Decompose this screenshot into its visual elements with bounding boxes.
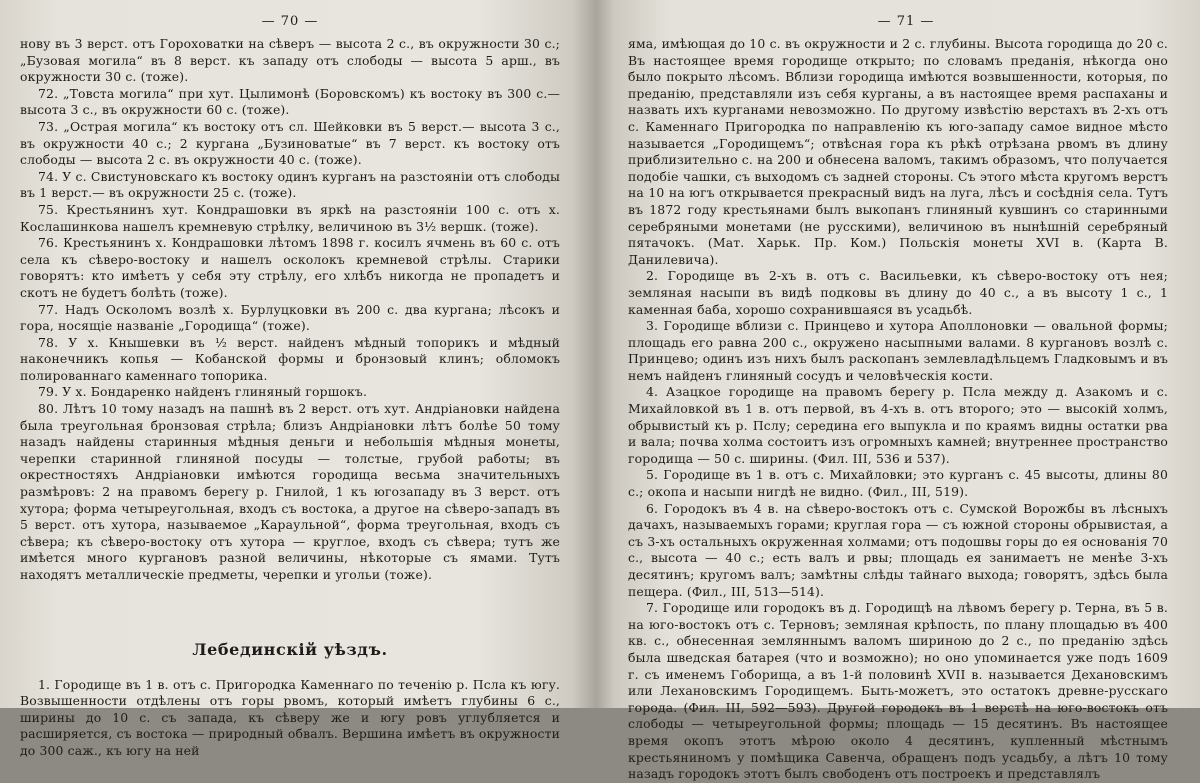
paragraph: 79. У х. Бондаренко найденъ глиняный горшокъ. bbox=[38, 384, 368, 400]
paragraph: 77. Надъ Осколомъ возлѣ х. Бурлуцковки въ 200 с. два кургана; лѣсокъ и гора, носящіе названіе „Городища“ (тоже). bbox=[20, 301, 560, 334]
page-number-right: — 71 — bbox=[877, 14, 935, 29]
paragraph: 78. У х. Кнышевки въ ½ верст. найденъ мѣдный топорикъ и мѣдный наконечникъ копья — Кобанской формы и бронзовый клинъ; обломокъ полированнаго каменнаго топорика. bbox=[20, 334, 560, 383]
paragraph: 6. Городокъ въ 4 в. на сѣверо-востокъ отъ с. Сумской Ворожбы въ лѣсныхъ дачахъ, называемыхъ горами; круглая гора — съ южной стороны обрывистая, а съ 3-хъ остальныхъ окруженная холмами; отъ подошвы горы до ея основанія 70 с., высота — 40 с.; есть валъ и рвы; площадь ея занимаетъ не менѣе 3-хъ десятинъ; кругомъ валъ; замѣтны слѣды тайнаго выхода; говорятъ, здѣсь была пещера. (Фил., III, 513—514). bbox=[628, 500, 1168, 599]
paragraph: 4. Азацкое городище на правомъ берегу р. Псла между д. Азакомъ и с. Михайловкой въ 1 в. отъ первой, въ 4-хъ в. отъ второго; это — высокій холмъ, обрывистый къ р. Пслу; середина его выпукла и по краямъ видны остатки рва и вала; почва холма состоитъ изъ огромныхъ камней; внутреннее пространство городища — 50 с. ширины. (Фил. III, 536 и 537). bbox=[628, 384, 1168, 466]
paragraph: 7. Городище или городокъ въ д. Городищѣ на лѣвомъ берегу р. Терна, въ 5 в. на юго-востокъ отъ с. Терновъ; земляная крѣпость, по плану площадью въ 400 кв. с., обнесенная земляннымъ валомъ шириною до 2 с., по преданію здѣсь была шведская батарея (что и возможно); но оно упоминается уже подъ 1609 г. съ именемъ Гоборища, а въ 1-й половинѣ XVII в. называется Дехановскимъ или Лехановскимъ Городищемъ. Быть-можетъ, это остатокъ древне-русскаго города. (Фил. III, 592—593). Другой городокъ въ 1 верстѣ на юго-востокъ отъ слободы — четыреугольной формы; площадь — 15 десятинъ. Въ настоящее время окопъ этотъ мѣрою около 4 десятинъ, купленный мѣстнымъ крестьяниномъ у помѣщика Савенча, обращенъ подъ усадьбу, а лѣтъ 10 тому назадъ городокъ этотъ былъ свободенъ отъ построекъ и представлялъ bbox=[628, 600, 1168, 782]
right-page-body bbox=[628, 36, 1168, 783]
paragraph: 76. Крестьянинъ х. Кондрашовки лѣтомъ 1898 г. косилъ ячмень въ 60 с. отъ села къ сѣверо-востоку и нашелъ осколокъ кремневой стрѣлы. Старики говорятъ: кто имѣетъ у себя эту стрѣлу, его хлѣбъ никогда не пропадетъ и скотъ не будетъ болѣть (тоже). bbox=[20, 235, 560, 300]
right-page bbox=[596, 0, 1200, 782]
section-body bbox=[20, 677, 560, 760]
left-page bbox=[0, 0, 596, 758]
paragraph: 73. „Острая могила“ къ востоку отъ сл. Шейковки въ 5 верст.— высота 3 с., въ окружности 40 с.; 2 кургана „Бузиноватые“ въ 7 верст. къ востоку отъ слободы — высота 2 с. въ окружности 40 с. (тоже). bbox=[20, 118, 560, 168]
paragraph: яма, имѣющая до 10 с. въ окружности и 2 с. глубины. Высота городища до 20 с. Въ настоящее время городище открыто; по словамъ преданія, нѣкогда оно было покрыто лѣсомъ. Вблизи городища имѣются возвышенности, которыя, по преданію, представляли изъ себя курганы, а въ настоящее время распаханы и назвать ихъ курганами невозможно. По другому извѣстію верстахъ въ 2-хъ отъ с. Каменнаго Пригородка по направленію къ юго-западу самое видное мѣсто называется „Городищемъ“; отвѣсная гора къ рѣкѣ отрѣзана рвомъ въ длину приблизительно с. на 200 и обнесена валомъ, такимъ образомъ, что получается подобіе чашки, съ выходомъ съ задней стороны. Съ этого мѣста кругомъ верстъ на 10 на югъ открывается прекрасный видъ на луга, лѣсъ и сосѣднія села. Тутъ въ 1872 году крестьянами былъ выкопанъ глиняный кувшинъ со старинными серебряными монетами (не русскими), величиною въ нынѣшній серебряный пятачокъ. (Мат. Харьк. Пр. Ком.) Польскія монеты XVI в. (Карта В. Данилевича). bbox=[628, 36, 1168, 267]
paragraph: 80. Лѣтъ 10 тому назадъ на пашнѣ въ 2 верст. отъ хут. Андріановки найдена была треугольная бронзовая стрѣла; близъ Андріановки лѣтъ болѣе 50 тому назадъ найдены старинныя мѣдныя деньги и небольшія мѣдныя монеты, черепки старинной глиняной посуды — толстые, грубой работы; въ окрестностяхъ Андріановки имѣются городища весьма значительныхъ размѣровъ: 2 на правомъ берегу р. Гнилой, 1 къ югозападу въ 3 верст. отъ хутора; форма четыреугольная, входъ съ востока, а другое на сѣверо-западъ въ 5 верст. отъ хутора, называемое „Караульной“, форма треугольная, входъ съ сѣвера; къ сѣверо-востоку отъ хутора — круглое, входъ съ сѣвера; тутъ же имѣется много кургановъ разной величины, нѣкоторые съ ямами. Тутъ находятъ металлическіе предметы, черепки и угольи (тоже). bbox=[20, 401, 560, 582]
page-number-left: — 70 — bbox=[261, 14, 319, 29]
paragraph: нову въ 3 верст. отъ Гороховатки на сѣверъ — высота 2 с., въ окружности 30 с.; „Бузовая могила“ въ 8 верст. къ западу отъ слободы — высота 5 арш., въ окружности 30 с. (тоже). bbox=[20, 36, 560, 85]
paragraph: 75. Крестьянинъ хут. Кондрашовки въ яркѣ на разстояніи 100 с. отъ х. Кослашинкова нашелъ кремневую стрѣлку, величиною въ 3½ вершк. (тоже). bbox=[20, 201, 560, 234]
paragraph: 74. У с. Свистуновскаго къ востоку одинъ курганъ на разстояніи отъ слободы въ 1 верст.— въ окружности 25 с. (тоже). bbox=[20, 168, 560, 201]
paragraph: 1. Городище въ 1 в. отъ с. Пригородка Каменнаго по теченію р. Псла къ югу. Возвышенности отдѣлены отъ горы рвомъ, который имѣетъ глубины 6 с., ширины до 10 с. съ запада, къ сѣверу же и югу ровъ углубляется и расширяется, съ востока — природный обвалъ. Вершина имѣетъ въ окружности до 300 саж., къ югу на ней bbox=[20, 676, 560, 758]
section-heading: Лебединскій уѣздъ. bbox=[192, 639, 388, 659]
paragraph: 2. Городище въ 2-хъ в. отъ с. Васильевки, къ сѣверо-востоку отъ нея; земляная насыпи въ видѣ подковы въ длину до 40 с., а въ высоту 1 с., 1 каменная баба, хорошо сохранившаяся въ усадьбѣ. bbox=[628, 268, 1168, 317]
paragraph: 5. Городище въ 1 в. отъ с. Михайловки; это курганъ с. 45 высоты, длины 80 с.; окопа и насыпи нигдѣ не видно. (Фил., III, 519). bbox=[628, 467, 1168, 500]
paragraph: 72. „Товста могила“ при хут. Цылимонѣ (Боровскомъ) къ востоку въ 300 с.— высота 3 с., въ окружности 60 с. (тоже). bbox=[20, 85, 560, 118]
left-page-body bbox=[20, 36, 560, 584]
paragraph: 3. Городище вблизи с. Принцево и хутора Аполлоновки — овальной формы; площадь его равна 200 с., окружено насыпными валами. 8 кургановъ возлѣ с. Принцево; одинъ изъ нихъ былъ раскопанъ землевладѣльцемъ Гладковымъ и въ немъ найденъ глиняный сосудъ и человѣческія кости. bbox=[628, 318, 1168, 383]
